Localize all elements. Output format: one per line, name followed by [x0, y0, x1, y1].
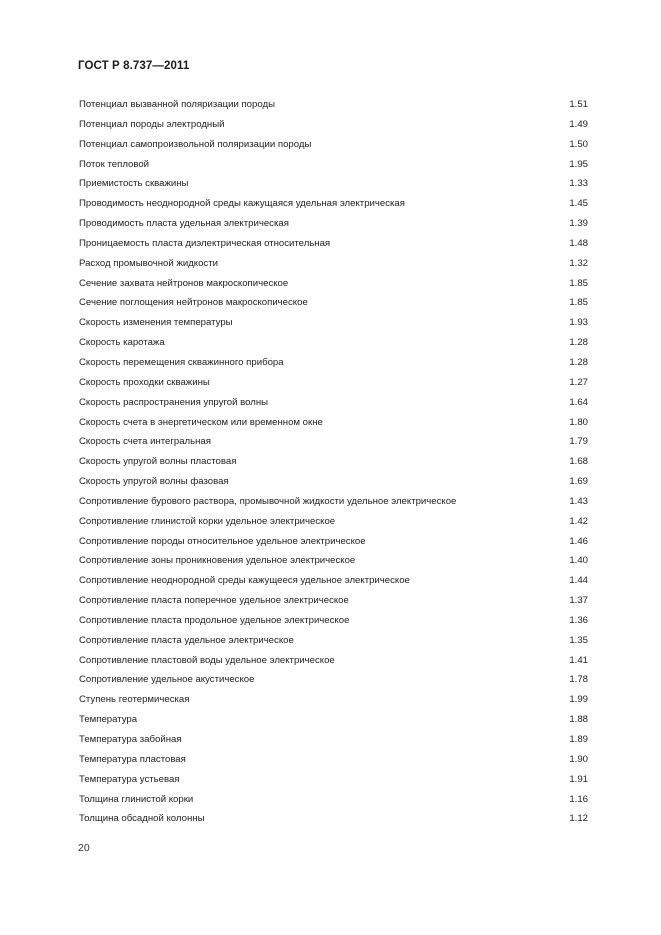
index-reference-number: 1.99 — [569, 694, 588, 706]
index-entry — [79, 631, 588, 651]
index-entry — [79, 770, 588, 790]
index-term: Сопротивление удельное акустическое — [79, 674, 255, 686]
index-term: Сопротивление пласта удельное электрическое — [79, 634, 294, 646]
index-reference-number: 1.48 — [569, 237, 588, 249]
index-entry — [79, 472, 588, 492]
index-term: Скорость упругой волны фазовая — [79, 476, 229, 488]
index-entry — [79, 532, 588, 552]
index-entry — [79, 333, 588, 353]
index-reference-number: 1.85 — [569, 277, 588, 289]
index-reference-number: 1.39 — [569, 218, 588, 230]
index-entry — [79, 750, 588, 770]
index-term: Сопротивление глинистой корки удельное электрическое — [79, 515, 336, 527]
index-term: Сопротивление пласта продольное удельное электрическое — [79, 614, 350, 626]
index-entry — [79, 274, 588, 294]
index-term: Скорость упругой волны пластовая — [79, 456, 237, 468]
index-entry — [79, 393, 588, 413]
index-term: Потенциал породы электродный — [79, 118, 225, 130]
index-reference-number: 1.41 — [569, 654, 588, 666]
index-entry — [79, 710, 588, 730]
index-reference-number: 1.28 — [569, 356, 588, 368]
index-reference-number: 1.36 — [569, 614, 588, 626]
index-reference-number: 1.46 — [569, 535, 588, 547]
index-term: Скорость изменения температуры — [79, 317, 233, 329]
index-reference-number: 1.69 — [569, 476, 588, 488]
index-entry — [79, 492, 588, 512]
index-entry — [79, 591, 588, 611]
index-term: Толщина глинистой корки — [79, 793, 194, 805]
index-term: Температура пластовая — [79, 753, 186, 765]
index-reference-number: 1.40 — [569, 555, 588, 567]
index-term: Скорость перемещения скважинного прибора — [79, 356, 284, 368]
index-term: Скорость счета интегральная — [79, 436, 211, 448]
index-reference-number: 1.95 — [569, 158, 588, 170]
index-entry — [79, 95, 588, 115]
index-entry — [79, 730, 588, 750]
index-term: Температура забойная — [79, 734, 182, 745]
index-term: Скорость счета в энергетическом или временном окне — [79, 416, 323, 428]
index-term: Сопротивление зоны проникновения удельное электрическое — [79, 555, 356, 567]
index-reference-number: 1.80 — [569, 416, 588, 428]
index-entry — [79, 611, 588, 631]
index-term: Потенциал вызванной поляризации породы — [79, 99, 275, 110]
index-entry — [79, 651, 588, 671]
index-reference-number: 1.32 — [569, 257, 588, 269]
index-reference-number: 1.44 — [569, 575, 588, 587]
index-term: Расход промывочной жидкости — [79, 257, 218, 269]
index-entry — [79, 313, 588, 333]
index-entry — [79, 214, 588, 234]
index-reference-number: 1.90 — [569, 753, 588, 765]
index-entry — [79, 353, 588, 373]
index-term: Скорость проходки скважины — [79, 376, 210, 388]
index-entry — [79, 155, 588, 175]
index-reference-number: 1.42 — [569, 515, 588, 527]
index-term: Приемистость скважины — [79, 178, 189, 190]
index-reference-number: 1.49 — [569, 118, 588, 130]
index-entry — [79, 452, 588, 472]
index-term: Температура — [79, 714, 138, 726]
index-reference-number: 1.93 — [569, 317, 588, 329]
index-term: Скорость каротажа — [79, 337, 165, 349]
index-reference-number: 1.68 — [569, 456, 588, 468]
index-list — [79, 95, 588, 829]
index-reference-number: 1.64 — [569, 396, 588, 408]
document-header: ГОСТ Р 8.737—2011 — [78, 60, 190, 72]
index-reference-number: 1.51 — [569, 99, 588, 110]
index-entry — [79, 174, 588, 194]
index-term: Сопротивление пластовой воды удельное электрическое — [79, 654, 335, 666]
index-entry — [79, 115, 588, 135]
index-reference-number: 1.28 — [569, 337, 588, 349]
index-reference-number: 1.89 — [569, 734, 588, 745]
index-term: Скорость распространения упругой волны — [79, 396, 269, 408]
index-entry — [79, 670, 588, 690]
index-entry — [79, 512, 588, 532]
index-term: Проницаемость пласта диэлектрическая относительная — [79, 237, 331, 249]
index-reference-number: 1.43 — [569, 495, 588, 507]
index-term: Проводимость неоднородной среды кажущаяся удельная электрическая — [79, 198, 405, 210]
index-term: Сопротивление неоднородной среды кажущееся удельное электрическое — [79, 575, 410, 587]
page-number: 20 — [78, 842, 90, 854]
index-entry — [79, 373, 588, 393]
index-term: Потенциал самопроизвольной поляризации породы — [79, 138, 312, 150]
index-term: Сопротивление бурового раствора, промывочной жидкости удельное электрическое — [79, 495, 457, 507]
index-reference-number: 1.50 — [569, 138, 588, 150]
index-term: Ступень геотермическая — [79, 694, 190, 706]
index-entry — [79, 809, 588, 829]
index-entry — [79, 790, 588, 810]
index-reference-number: 1.12 — [569, 813, 588, 825]
index-entry — [79, 571, 588, 591]
index-entry — [79, 254, 588, 274]
index-entry — [79, 432, 588, 452]
index-entry — [79, 135, 588, 155]
index-reference-number: 1.16 — [569, 793, 588, 805]
index-entry — [79, 551, 588, 571]
index-entry — [79, 413, 588, 433]
index-entry — [79, 234, 588, 254]
index-term: Толщина обсадной колонны — [79, 813, 205, 825]
index-entry — [79, 690, 588, 710]
index-reference-number: 1.27 — [569, 376, 588, 388]
index-term: Сечение поглощения нейтронов макроскопическое — [79, 297, 308, 309]
index-term: Температура устьевая — [79, 773, 180, 785]
index-term: Сопротивление породы относительное удельное электрическое — [79, 535, 366, 547]
index-reference-number: 1.78 — [569, 674, 588, 686]
index-reference-number: 1.37 — [569, 595, 588, 607]
index-reference-number: 1.85 — [569, 297, 588, 309]
index-reference-number: 1.33 — [569, 178, 588, 190]
index-reference-number: 1.88 — [569, 714, 588, 726]
index-term: Сопротивление пласта поперечное удельное электрическое — [79, 595, 349, 607]
index-term: Поток тепловой — [79, 158, 150, 170]
index-reference-number: 1.79 — [569, 436, 588, 448]
index-entry — [79, 293, 588, 313]
index-reference-number: 1.45 — [569, 198, 588, 210]
index-reference-number: 1.91 — [569, 773, 588, 785]
index-term: Сечение захвата нейтронов макроскопическое — [79, 277, 289, 289]
index-reference-number: 1.35 — [569, 634, 588, 646]
index-entry — [79, 194, 588, 214]
index-term: Проводимость пласта удельная электрическая — [79, 218, 289, 230]
